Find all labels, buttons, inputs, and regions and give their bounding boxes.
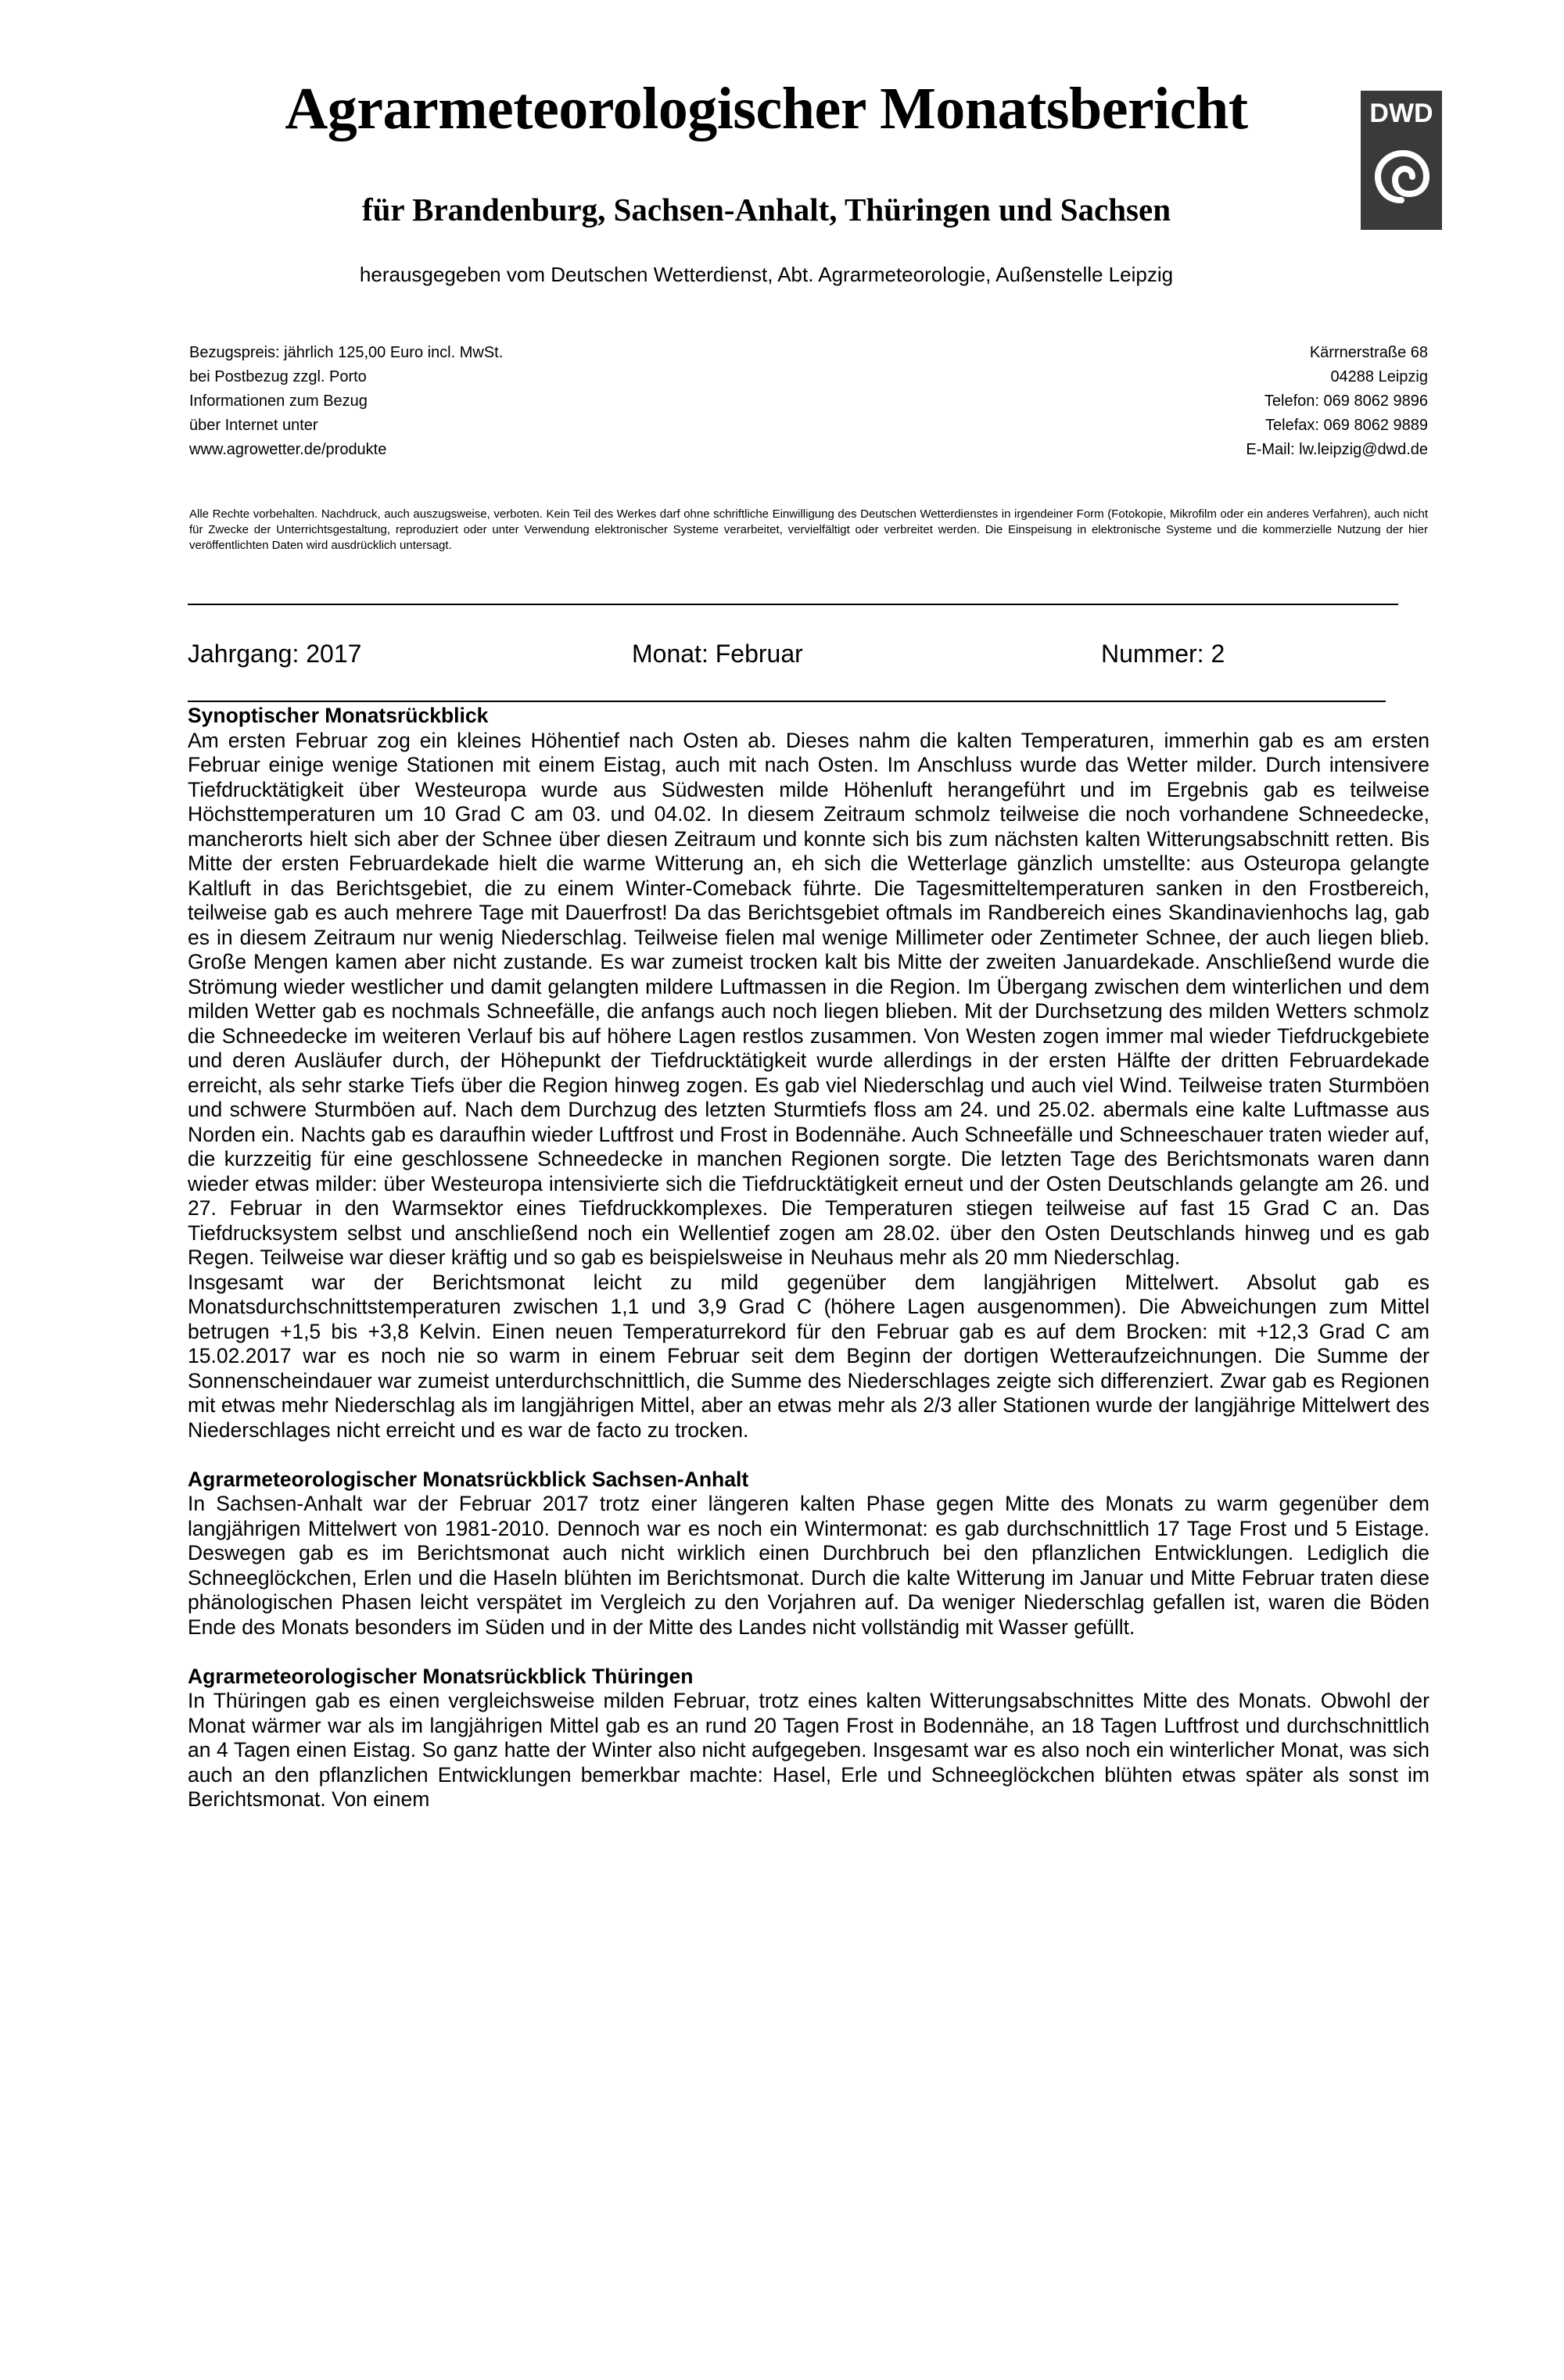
info-line: über Internet unter [189,417,318,434]
issue-number: Nummer: 2 [1101,640,1225,668]
dwd-logo-text: DWD [1369,99,1433,128]
section-heading: Agrarmeteorologischer Monatsrückblick Thüringen [188,1664,694,1688]
section-heading: Agrarmeteorologischer Monatsrückblick Sachsen-Anhalt [188,1467,749,1491]
contact-info [1056,341,1428,462]
rights-notice: Alle Rechte vorbehalten. Nachdruck, auch auszugsweise, verboten. Kein Teil des Werkes darf ohne schriftliche Einwilligung des Deutschen Wetterdienstes in irgendeiner Form (Fotokopie, Mikrofilm oder ein anderes Verfahren), auch nicht für Zwecke der Unterrichtsgestaltung, reproduziert oder unter Verwendung elektronischer Systeme verarbeitet, vervielfältigt oder verbreitet werden. Die Einspeisung in elektronische Systeme und die kommerzielle Nutzung der hier veröffentlichten Daten wird ausdrücklich untersagt. [189,507,1428,552]
fax-number: Telefax: 069 8062 9889 [1265,417,1428,434]
info-line: Bezugspreis: jährlich 125,00 Euro incl. MwSt. [189,344,504,361]
report-title: Agrarmeteorologischer Monatsbericht [285,76,1248,142]
email-address[interactable]: E-Mail: lw.leipzig@dwd.de [1246,441,1428,458]
section-paragraph: In Sachsen-Anhalt war der Februar 2017 trotz einer längeren kalten Phase gegen Mitte des Monats zu warm gegenüber dem langjährigen Mittelwert von 1981-2010. Dennoch war es noch ein Wintermonat: es gab durchschnittlich 17 Tage Frost und 5 Eistage. Deswegen gab es im Berichtsmonat auch nicht wirklich einen Durchbruch bei den pflanzlichen Entwicklungen. Lediglich die Schneeglöckchen, Erlen und die Haseln blühten im Berichtsmonat. Durch die kalte Witterung im Januar und Mitte Februar traten diese phänologischen Phasen leicht verspätet im Vergleich zu den Vorjahren auf. Da weniger Niederschlag gefallen ist, waren die Böden Ende des Monats besonders im Süden und in der Mitte des Landes nicht vollständig mit Wasser gefüllt. [188,1492,1429,1639]
dwd-logo [1361,91,1442,230]
info-line: bei Postbezug zzgl. Porto [189,368,367,385]
divider-top [188,604,1398,605]
report-subtitle: für Brandenburg, Sachsen-Anhalt, Thüringen und Sachsen [361,192,1171,228]
spacer [188,1640,1429,1665]
volume-year: Jahrgang: 2017 [188,640,362,668]
section-paragraph: Am ersten Februar zog ein kleines Höhentief nach Osten ab. Dieses nahm die kalten Temperaturen, immerhin gab es am ersten Februar einige wenige Stationen mit einem Eistag, auch mit nach Osten. Im Anschluss wurde das Wetter milder. Durch intensivere Tiefdrucktätigkeit über Westeuropa wurde aus Südwesten milde Höhenluft herangeführt und im Ergebnis gab es teilweise Höchsttemperaturen um 10 Grad C am 03. und 04.02. In diesem Zeitraum schmolz teilweise die noch vorhandene Schneedecke, mancherorts hielt sich aber der Schnee über diesen Zeitraum und konnte sich bis zum nächsten kalten Witterungsabschnitt retten. Bis Mitte der ersten Februardekade hielt die warme Witterung an, eh sich die Wetterlage gänzlich umstellte: aus Osteuropa gelangte Kaltluft in das Berichtsgebiet, die zu einem Winter-Comeback führte. Die Tagesmitteltemperaturen sanken in den Frostbereich, teilweise gab es auch mehrere Tage mit Dauerfrost! Da das Berichtsgebiet oftmals im Randbereich eines Skandinavienhochs lag, gab es in diesem Zeitraum nur wenig Niederschlag. Teilweise fielen mal wenige Millimeter oder Zentimeter Schnee, der auch liegen blieb. Große Mengen kamen aber nicht zustande. Es war zumeist trocken kalt bis Mitte der zweiten Januardekade. Anschließend wurde die Strömung wieder westlicher und damit gelangten mildere Luftmassen in die Region. Im Übergang zwischen dem winterlichen und dem milden Wetter gab es nochmals Schneefälle, die anfangs auch noch liegen blieben. Mit der Durchsetzung des milden Wetters schmolz die Schneedecke im weiteren Verlauf bis auf höhere Lagen restlos zusammen. Von Westen zogen immer mal wieder Tiefdruckgebiete und deren Ausläufer durch, der Höhepunkt der Tiefdrucktätigkeit wurde allerdings in der ersten Hälfte der dritten Februardekade erreicht, als sehr starke Tiefs über die Region hinweg zogen. Es gab viel Niederschlag und auch viel Wind. Teilweise traten Sturmböen und schwere Sturmböen auf. Nach dem Durchzug des letzten Sturmtiefs floss am 24. und 25.02. abermals eine kalte Luftmasse aus Norden ein. Nachts gab es daraufhin wieder Luftfrost und Frost in Bodennähe. Auch Schneefälle und Schneeschauer traten wieder auf, die kurzzeitig für eine geschlossene Schneedecke in manchen Regionen sorgte. Die letzten Tage des Berichtsmonats waren dann wieder etwas milder: über Westeuropa intensivierte sich die Tiefdrucktätigkeit erneut und der Osten Deutschlands gelangte am 26. und 27. Februar in den Warmsektor eines Tiefdruckkomplexes. Die Temperaturen stiegen teilweise auf fast 15 Grad C an. Das Tiefdrucksystem selbst und anschließend noch ein Wellentief zogen am 28.02. über den Osten Deutschlands hinweg und es gab Regen. Teilweise war dieser kräftig und so gab es beispielsweise in Neuhaus mehr als 20 mm Niederschlag. [188,728,1429,1269]
info-line: Informationen zum Bezug [189,392,368,410]
report-body [188,704,1429,1812]
section-thueringen [188,1665,1429,1812]
section-paragraph: Insgesamt war der Berichtsmonat leicht zu mild gegenüber dem langjährigen Mittelwert. Absolut gab es Monatsdurchschnittstemperaturen zwischen 1,1 und 3,9 Grad C (höhere Lagen ausgenommen). Die Abweichungen zum Mittel betrugen +1,5 bis +3,8 Kelvin. Einen neuen Temperaturrekord für den Februar gab es auf dem Brocken: mit +12,3 Grad C am 15.02.2017 war es noch nie so warm in einem Februar seit dem Beginn der dortigen Wetteraufzeichnungen. Die Summe der Sonnenscheindauer war zumeist unterdurchschnittlich, die Summe des Niederschlages zeigte sich differenziert. Zwar gab es Regionen mit etwas mehr Niederschlag als im langjährigen Mittel, aber an etwas mehr als 2/3 aller Stationen wurde der langjährige Mittelwert des Niederschlages nicht erreicht und es war de facto zu trocken. [188,1270,1429,1442]
section-sachsen-anhalt [188,1468,1429,1640]
section-synoptic [188,704,1429,1443]
address-street: Kärrnerstraße 68 [1309,344,1428,361]
issue-month: Monat: Februar [632,640,803,668]
address-city: 04288 Leipzig [1330,368,1428,385]
publisher-line: herausgegeben vom Deutschen Wetterdienst, Abt. Agrarmeteorologie, Außenstelle Leipzig [359,263,1174,286]
section-paragraph: In Thüringen gab es einen vergleichsweise milden Februar, trotz eines kalten Witterungsabschnittes Mitte des Monats. Obwohl der Monat wärmer war als im langjährigen Mittel gab es an rund 20 Tagen Frost in Bodennähe, an 18 Tagen Luftfrost und durchschnittlich an 4 Tagen einen Eistag. So ganz hatte der Winter also nicht aufgegeben. Insgesamt war es also noch ein winterlicher Monat, was sich auch an den pflanzlichen Entwicklungen bemerkbar machte: Hasel, Erle und Schneeglöckchen blühten etwas später als sonst im Berichtsmonat. Von einem [188,1689,1429,1811]
divider-bottom [188,701,1386,702]
spacer [188,1443,1429,1468]
subscription-info [189,341,596,462]
section-heading: Synoptischer Monatsrückblick [188,704,489,727]
website-link[interactable]: www.agrowetter.de/produkte [189,441,387,458]
phone-number: Telefon: 069 8062 9896 [1264,392,1428,410]
